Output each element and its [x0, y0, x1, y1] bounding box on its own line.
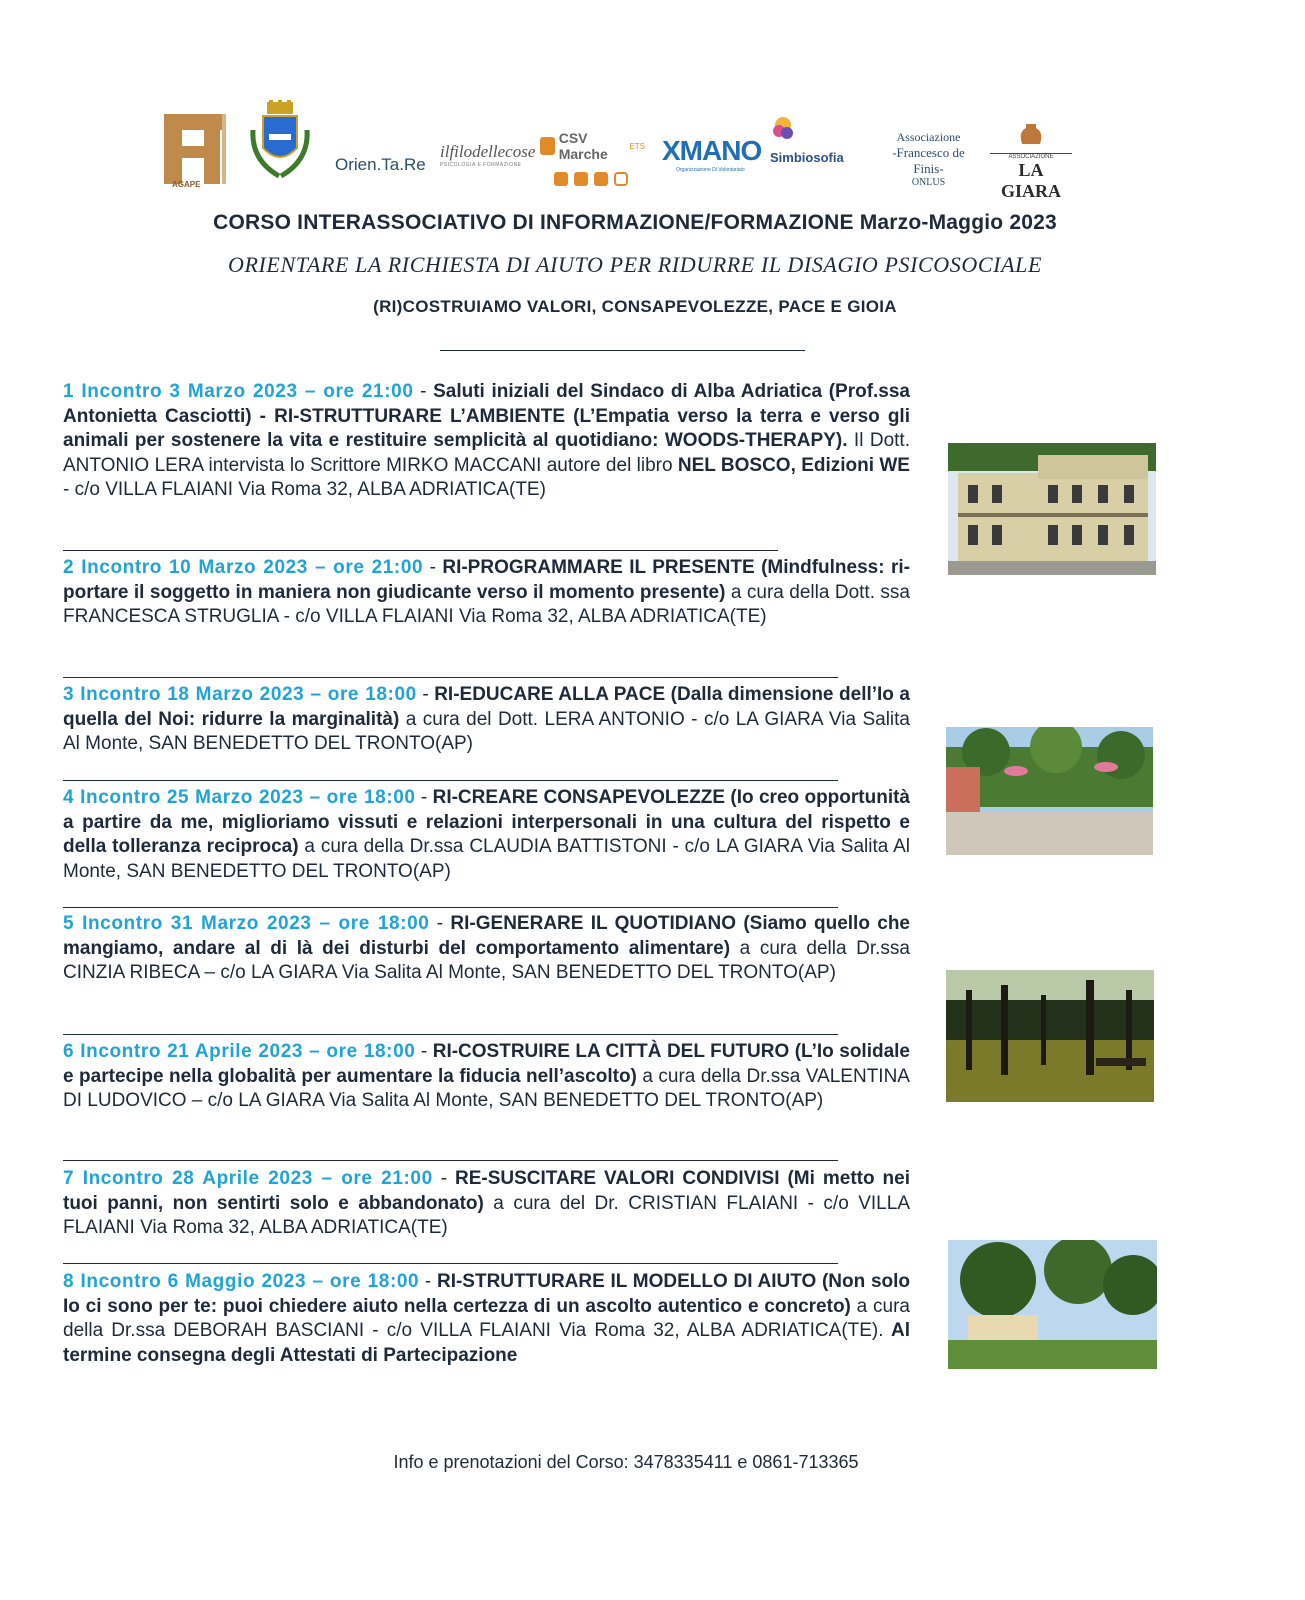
- divider: [63, 1034, 838, 1035]
- event-6-topic: RI-COSTRUIRE LA CITTÀ DEL FUTURO (L’Io solidale e partecipe nella globalità per aumentare la fiducia nell’ascolto): [63, 1041, 911, 1087]
- xmano-label: XMANO: [662, 135, 762, 166]
- event-6-date: 6 Incontro 21 Aprile 2023 – ore 18:00: [63, 1041, 416, 1062]
- event-8: [63, 1270, 910, 1368]
- facebook-icon[interactable]: [554, 172, 568, 186]
- divider: [63, 907, 838, 908]
- filodellecose-sub: PSICOLOGIA E FORMAZIONE: [440, 162, 522, 168]
- csv-icon: [540, 137, 555, 155]
- event-2-topic: RI-PROGRAMMARE IL PRESENTE (Mindfulness: ri-portare il soggetto in maniera non giudicante verso il momento presente): [63, 557, 910, 603]
- event-8-closing: Al termine consegna degli Attestati di Partecipazione: [63, 1320, 911, 1366]
- event-4-topic: RI-CREARE CONSAPEVOLEZZE (Io creo opportunità a partire da me, miglioriamo vissuti e relazioni interpersonali in una cultura del rispetto e della tolleranza reciproca): [63, 787, 910, 857]
- event-1: [63, 380, 910, 503]
- coat-of-arms-logo: [245, 100, 315, 185]
- event-5-date: 5 Incontro 31 Marzo 2023 – ore 18:00: [63, 913, 430, 934]
- filodellecose-label: ilfilodellecose: [440, 142, 536, 161]
- xmano-sub: Organizzazione Di Volontariato: [676, 167, 745, 173]
- orientare-logo: [335, 155, 426, 175]
- twitter-icon[interactable]: [574, 172, 588, 186]
- defini-line2: -Francesco de Finis-: [892, 145, 965, 176]
- event-2-date: 2 Incontro 10 Marzo 2023 – ore 21:00: [63, 557, 424, 578]
- logo-strip: [160, 100, 1090, 201]
- event-2: [63, 556, 910, 630]
- simbiosofia-logo: [770, 115, 870, 165]
- course-tagline: (RI)COSTRUIAMO VALORI, CONSAPEVOLEZZE, PACE E GIOIA: [373, 297, 897, 316]
- csv-marche-logo: [540, 130, 645, 186]
- la-giara-garden-photo: [946, 727, 1153, 855]
- divider: [63, 1160, 838, 1161]
- course-subtitle: ORIENTARE LA RICHIESTA DI AIUTO PER RIDURRE IL DISAGIO PSICOSOCIALE: [227, 252, 1042, 277]
- defini-line1: Associazione: [896, 130, 961, 144]
- csv-label: CSV Marche: [558, 130, 608, 162]
- divider: [63, 550, 778, 551]
- event-5-details: a cura della Dr.ssa CINZIA RIBECA – c/o LA GIARA Via Salita Al Monte, SAN BENEDETTO DEL TRONTO(AP): [63, 937, 910, 983]
- youtube-icon[interactable]: [594, 172, 608, 186]
- villa-flaiani-photo: [948, 443, 1156, 575]
- simbiosofia-icon: [770, 115, 796, 145]
- event-7-topic: RE-SUSCITARE VALORI CONDIVISI (Mi metto nei tuoi panni, non sentirti solo e abbandonato): [63, 1168, 910, 1214]
- event-1-topic: Saluti iniziali del Sindaco di Alba Adriatica (Prof.ssa Antonietta Casciotti) - RI-STRUTTURARE L’AMBIENTE (L’Empatia verso la terra e verso gli animali per sostenere la vita e restituire semplicità al quotidiano: WOODS-THERAPY).: [63, 381, 910, 451]
- event-4: [63, 786, 910, 884]
- defini-line3: ONLUS: [911, 177, 946, 188]
- event-7-sep: -: [432, 1168, 455, 1189]
- header-divider: [440, 350, 805, 351]
- event-6-sep: -: [415, 1041, 433, 1062]
- jar-icon: [1016, 122, 1046, 148]
- divider: [63, 1263, 838, 1264]
- instagram-icon[interactable]: [614, 172, 628, 186]
- event-8-sep: -: [419, 1271, 437, 1292]
- agape-label: AGAPE: [172, 180, 201, 189]
- divider: [63, 780, 838, 781]
- csv-ets-label: ETS: [629, 141, 645, 151]
- park-photo: [946, 970, 1154, 1102]
- event-1-details: Il Dott. ANTONIO LERA intervista lo Scrittore MIRKO MACCANI autore del libro: [63, 430, 910, 476]
- lagiara-label: LA GIARA: [1000, 160, 1061, 201]
- event-8-topic: RI-STRUTTURARE IL MODELLO DI AIUTO (Non solo Io ci sono per te: puoi chiedere aiuto nella certezza di un ascolto autentico e concreto): [63, 1271, 910, 1317]
- event-3-date: 3 Incontro 18 Marzo 2023 – ore 18:00: [63, 684, 417, 705]
- event-3: [63, 683, 910, 757]
- filodellecose-logo: [440, 142, 535, 168]
- event-1-book: NEL BOSCO, Edizioni WE: [677, 454, 910, 476]
- event-7-details: a cura del Dr. CRISTIAN FLAIANI - c/o VILLA FLAIANI Via Roma 32, ALBA ADRIATICA(TE): [63, 1192, 910, 1238]
- lagiara-logo: [990, 122, 1072, 202]
- event-4-date: 4 Incontro 25 Marzo 2023 – ore 18:00: [63, 787, 416, 808]
- event-3-details: a cura del Dott. LERA ANTONIO - c/o LA GIARA Via Salita Al Monte, SAN BENEDETTO DEL TRONTO(AP): [63, 708, 910, 754]
- event-5: [63, 912, 910, 986]
- event-8-details: a cura della Dr.ssa DEBORAH BASCIANI - c/o VILLA FLAIANI Via Roma 32, ALBA ADRIATICA(TE).: [63, 1295, 910, 1341]
- event-1-venue: - c/o VILLA FLAIANI Via Roma 32, ALBA ADRIATICA(TE): [63, 479, 546, 500]
- lagiara-top: ASSOCIAZIONE: [990, 153, 1072, 160]
- event-8-date: 8 Incontro 6 Maggio 2023 – ore 18:00: [63, 1271, 420, 1292]
- event-4-sep: -: [415, 787, 433, 808]
- orientare-label: Orien.Ta.Re: [335, 155, 426, 174]
- event-6-details: a cura della Dr.ssa VALENTINA DI LUDOVICO – c/o LA GIARA Via Salita Al Monte, SAN BENEDETTO DEL TRONTO(AP): [63, 1065, 910, 1111]
- event-3-topic: RI-EDUCARE ALLA PACE (Dalla dimensione dell’Io a quella del Noi: ridurre la marginalità): [63, 684, 910, 730]
- event-4-details: a cura della Dr.ssa CLAUDIA BATTISTONI - c/o LA GIARA Via Salita Al Monte, SAN BENEDETTO DEL TRONTO(AP): [63, 836, 910, 882]
- event-7: [63, 1167, 910, 1241]
- contact-info: Info e prenotazioni del Corso: 3478335411 e 0861-713365: [393, 1452, 859, 1472]
- event-2-sep: -: [423, 557, 443, 578]
- event-2-details: a cura della Dott. ssa FRANCESCA STRUGLIA - c/o VILLA FLAIANI Via Roma 32, ALBA ADRIATICA(TE): [63, 581, 910, 627]
- xmano-logo: [662, 135, 762, 173]
- course-title: CORSO INTERASSOCIATIVO DI INFORMAZIONE/FORMAZIONE Marzo-Maggio 2023: [213, 211, 1057, 234]
- event-5-topic: RI-GENERARE IL QUOTIDIANO (Siamo quello che mangiamo, andare al di là dei disturbi del comportamento alimentare): [63, 913, 910, 959]
- event-3-sep: -: [416, 684, 435, 705]
- event-1-date: 1 Incontro 3 Marzo 2023 – ore 21:00: [63, 381, 414, 402]
- event-6: [63, 1040, 910, 1114]
- event-5-sep: -: [429, 913, 451, 934]
- agape-logo: [160, 110, 232, 190]
- divider: [63, 677, 838, 678]
- villa-garden-photo: [948, 1240, 1157, 1369]
- event-1-sep: -: [413, 381, 434, 402]
- defini-logo: [876, 130, 981, 188]
- simbiosofia-label: Simbiosofia: [770, 150, 844, 165]
- event-7-date: 7 Incontro 28 Aprile 2023 – ore 21:00: [63, 1168, 433, 1189]
